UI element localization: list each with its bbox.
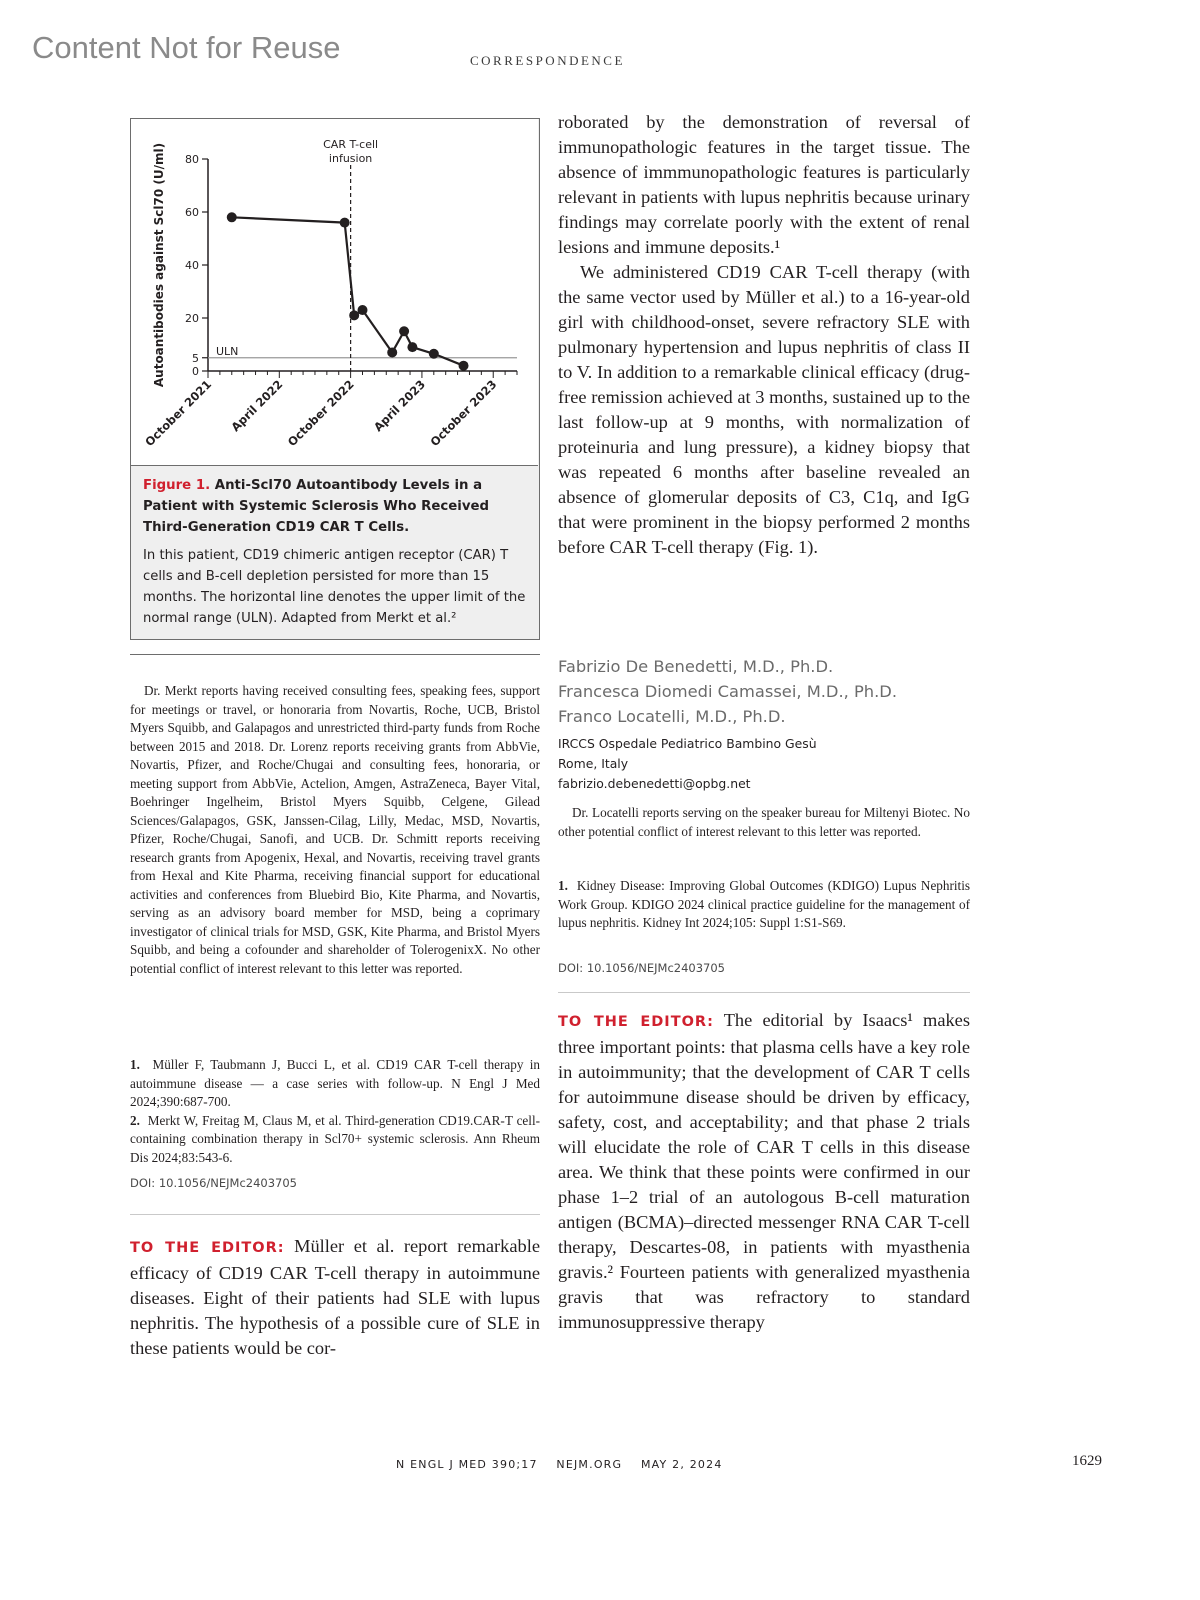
reference-item xyxy=(558,877,970,933)
reference-text: Merkt W, Freitag M, Claus M, et al. Third-generation CD19.CAR-T cell-containing combination therapy in Scl70+ systemic sclerosis. Ann Rheum Dis 2024;83:543-6. xyxy=(130,1112,540,1165)
right-disclosure xyxy=(558,804,970,841)
letter-paragraph xyxy=(130,1234,540,1361)
y-tick-label: 60 xyxy=(185,206,199,219)
doi-link[interactable]: DOI: 10.1056/NEJMc2403705 xyxy=(130,1176,297,1190)
doi-link[interactable]: DOI: 10.1056/NEJMc2403705 xyxy=(558,961,725,975)
section-divider xyxy=(130,1214,540,1215)
letter-opening xyxy=(558,1008,970,1335)
author-list xyxy=(558,654,897,729)
figure-title-text: Anti-Scl70 Autoantibody Levels in a Patient with Systemic Sclerosis Who Received Third-Generation CD19 CAR T Cells. xyxy=(143,478,490,535)
x-tick-label: April 2022 xyxy=(228,377,286,435)
figure-rule xyxy=(130,654,540,655)
data-point xyxy=(459,361,469,371)
uln-label: ULN xyxy=(216,344,239,358)
x-tick-label: October 2022 xyxy=(284,377,357,450)
figure-title xyxy=(143,475,531,538)
data-point xyxy=(340,218,350,228)
data-point xyxy=(429,349,439,359)
section-divider xyxy=(558,992,970,993)
y-tick-label: 5 xyxy=(192,351,199,365)
left-references xyxy=(130,1056,540,1167)
author-name: Fabrizio De Benedetti, M.D., Ph.D. xyxy=(558,657,834,676)
figure-1 xyxy=(130,118,540,640)
y-axis-label: Autoantibodies against Scl70 (U/ml) xyxy=(152,142,166,388)
y-tick-label: 0 xyxy=(192,365,199,378)
left-disclosure xyxy=(130,682,540,978)
to-the-editor-label: TO THE EDITOR: xyxy=(558,1014,714,1030)
reference-item xyxy=(130,1056,540,1112)
series-line xyxy=(232,217,464,365)
letter-opening xyxy=(130,1234,540,1361)
institution: IRCCS Ospedale Pediatrico Bambino Gesù xyxy=(558,736,817,751)
disclosure-text: Dr. Locatelli reports serving on the speaker bureau for Miltenyi Biotec. No other potential conflict of interest relevant to this letter was reported. xyxy=(558,805,970,839)
reference-text: Kidney Disease: Improving Global Outcomes (KDIGO) Lupus Nephritis Work Group. KDIGO 2024 clinical practice guideline for the management of lupus nephritis. Kidney Int 2024;105: Suppl 1:S1-S69. xyxy=(558,878,971,930)
letter-paragraph: We administered CD19 CAR T-cell therapy (with the same vector used by Müller et al.) to a 16-year-old girl with childhood-onset, severe refractory SLE with pulmonary hypertension and lupus nephritis of class II to V. In addition to a remarkable clinical efficacy (drug-free remission achieved at 3 months, sustained up to the last follow-up at 9 months, with normalization of proteinuria and lung pressure), a kidney biopsy that was repeated 6 months after baseline revealed an absence of glomerular deposits of C3, C1q, and IgG that were prominent in the biopsy performed 2 months before CAR T-cell therapy (Fig. 1). xyxy=(558,262,970,557)
y-tick-label: 40 xyxy=(185,259,199,272)
location: Rome, Italy xyxy=(558,756,629,771)
watermark: Content Not for Reuse xyxy=(32,30,341,65)
journal-site: NEJM.ORG xyxy=(556,1458,623,1471)
data-point xyxy=(227,212,237,222)
journal-citation: N ENGL J MED 390;17 xyxy=(396,1458,538,1471)
email-link[interactable]: fabrizio.debenedetti@opbg.net xyxy=(558,776,751,791)
letter-text: The editorial by Isaacs¹ makes three important points: that plasma cells have a key role in autoimmunity; that the development of CAR T cells for autoimmune disease should be driven by efficacy, safety, cost, and acceptability; and that phase 2 trials will elucidate the role of CAR T cells in this disease area. We think that these points were confirmed in our phase 1–2 trial of an autologous B-cell maturation antigen (BCMA)–directed messenger RNA CAR T-cell therapy, Descartes-08, in patients with myasthenia gravis.² Fourteen patients with generalized myasthenia gravis that was refractory to standard immunosuppressive therapy xyxy=(558,1010,970,1332)
x-tick-label: April 2023 xyxy=(370,377,429,435)
data-point xyxy=(399,326,409,336)
data-point xyxy=(407,342,417,352)
y-tick-label: 20 xyxy=(185,312,199,325)
infusion-label: CAR T-cell xyxy=(323,138,379,151)
to-the-editor-label: TO THE EDITOR: xyxy=(130,1240,285,1256)
reference-item xyxy=(130,1112,540,1168)
figure-label: Figure 1. xyxy=(143,478,211,493)
x-tick-label: October 2021 xyxy=(142,377,215,450)
infusion-label: infusion xyxy=(328,152,373,165)
data-point xyxy=(349,310,359,320)
reference-number: 1. xyxy=(558,878,568,893)
author-name: Franco Locatelli, M.D., Ph.D. xyxy=(558,707,786,726)
issue-date: MAY 2, 2024 xyxy=(640,1458,723,1471)
figure-legend-text: In this patient, CD19 chimeric antigen receptor (CAR) T cells and B-cell depletion persisted for more than 15 months. The horizontal line denotes the upper limit of the normal range (ULN). Adapted from Merkt et al.² xyxy=(143,548,526,626)
x-tick-label: October 2023 xyxy=(427,377,500,450)
disclosure-text: Dr. Merkt reports having received consulting fees, speaking fees, support for meetings or travel, or honoraria from Novartis, Roche, UCB, Bristol Myers Squibb, and Galapagos and unrestricted third-party funds from Roche between 2015 and 2018. Dr. Lorenz reports receiving grants from AbbVie, Novartis, Pfizer, and Roche/Chugai and consulting fees, honoraria, or meeting support from AbbVie, Actelion, Amgen, AstraZeneca, Bayer Vital, Boehringer Ingelheim, Bristol Myers Squibb, Celgene, Gilead Sciences/Galapagos, GSK, Janssen-Cilag, Lilly, Medac, MSD, Novartis, Pfizer, Roche/Chugai, Sanofi, and UCB. Dr. Schmitt reports receiving research grants from Apogenix, Hexal, and Novartis, receiving travel grants from Hexal and Kite Pharma, receiving financial support for educational activities and conferences from Bluebird Bio, Kite Pharma, and Novartis, serving as an advisory board member for MSD, being a coprimary investigator of clinical trials for MSD, GSK, Kite Pharma, and Bristol Myers Squibb, and being a cofounder and shareholder of TolerogenixX. No other potential conflict of interest relevant to this letter was reported. xyxy=(130,683,540,976)
right-references xyxy=(558,877,970,933)
line-chart xyxy=(131,119,538,465)
running-head: CORRESPONDENCE xyxy=(470,53,625,68)
letter-text: Müller et al. report remarkable efficacy of CD19 CAR T-cell therapy in autoimmune diseases. Eight of their patients had SLE with lupus nephritis. The hypothesis of a possible cure of SLE in these patients would be cor- xyxy=(130,1236,540,1358)
letter-paragraph: roborated by the demonstration of reversal of immunopathologic features in the target tissue. The absence of immmunopathologic features is particularly relevant in patients with lupus nephritis because urinary findings may correlate poorly with the extent of renal lesions and immune deposits.¹ xyxy=(558,112,970,257)
author-affiliation xyxy=(558,734,817,794)
reference-number: 1. xyxy=(130,1057,140,1072)
y-tick-label: 80 xyxy=(185,153,199,166)
figure-caption xyxy=(143,475,531,629)
page-number: 1629 xyxy=(1072,1453,1102,1469)
reference-text: Müller F, Taubmann J, Bucci L, et al. CD19 CAR T-cell therapy in autoimmune disease — a case series with follow-up. N Engl J Med 2024;390:687-700. xyxy=(130,1057,541,1109)
letter-paragraph xyxy=(558,1008,970,1335)
reference-number: 2. xyxy=(130,1112,140,1128)
letter-continuation xyxy=(558,110,970,560)
author-name: Francesca Diomedi Camassei, M.D., Ph.D. xyxy=(558,682,898,701)
page-footer xyxy=(396,1458,737,1471)
data-point xyxy=(387,347,397,357)
chart-area xyxy=(131,119,538,466)
data-point xyxy=(358,305,368,315)
